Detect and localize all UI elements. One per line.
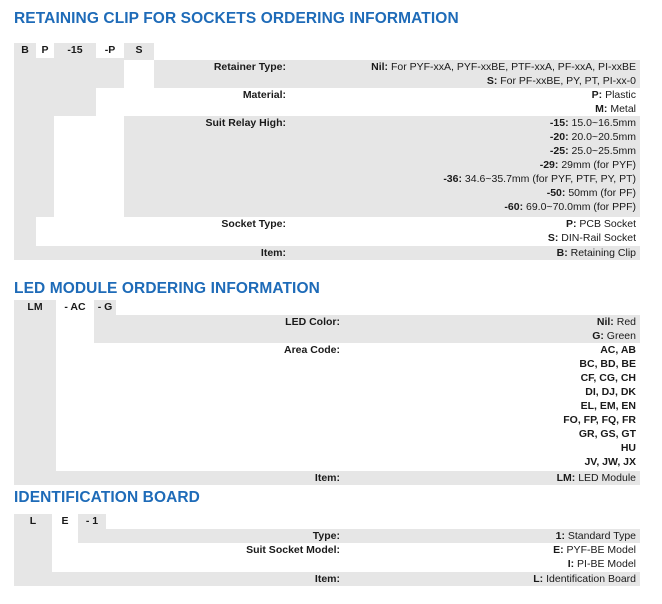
option-value: E: PYF-BE Model (553, 544, 636, 556)
identification-board-title: IDENTIFICATION BOARD (14, 489, 200, 506)
code-box: - 1 (78, 514, 106, 529)
option-value: CF, CG, CH (580, 372, 636, 384)
field-label: Socket Type: (221, 218, 286, 230)
option-value: LM: LED Module (556, 472, 636, 484)
option-value: -29: 29mm (for PYF) (539, 159, 636, 171)
field-label: Suit Socket Model: (246, 544, 340, 556)
option-value: 1: Standard Type (555, 530, 636, 542)
option-value: P: Plastic (591, 89, 636, 101)
option-value: Nil: Red (596, 316, 636, 328)
option-value: HU (620, 442, 636, 454)
code-box: E (61, 515, 69, 527)
option-value: DI, DJ, DK (585, 386, 636, 398)
option-value: -50: 50mm (for PF) (546, 187, 636, 199)
bracket-socket-type (36, 58, 54, 217)
option-value: FO, FP, FQ, FR (563, 414, 636, 426)
code-box: - G (94, 300, 116, 315)
bracket-item (14, 529, 52, 572)
option-value: GR, GS, GT (578, 428, 636, 440)
field-label: Suit Relay High: (205, 117, 286, 129)
option-value: -25: 25.0~25.5mm (549, 145, 636, 157)
option-value: JV, JW, JX (584, 456, 636, 468)
option-value: EL, EM, EN (580, 400, 636, 412)
option-value: B: Retaining Clip (556, 247, 636, 259)
option-value: S: For PF-xxBE, PY, PT, PI-xx-0 (486, 75, 636, 87)
field-label: Item: (260, 247, 286, 259)
option-value: -36: 34.6~35.7mm (for PYF, PTF, PY, PT) (443, 173, 636, 185)
retaining-clip-title: RETAINING CLIP FOR SOCKETS ORDERING INFORMATION (14, 10, 459, 27)
code-box: -P (104, 44, 116, 56)
code-box: LM (14, 300, 56, 315)
field-label: Material: (242, 89, 286, 101)
field-label: Item: (314, 573, 340, 585)
code-box: -15 (54, 43, 96, 58)
field-label: Type: (312, 530, 340, 542)
option-value: -60: 69.0~70.0mm (for PPF) (504, 201, 636, 213)
option-value: AC, AB (600, 344, 636, 356)
bracket-led-color (94, 315, 116, 343)
option-value: -15: 15.0~16.5mm (549, 117, 636, 129)
option-value: Nil: For PYF-xxA, PYF-xxBE, PTF-xxA, PF-xxA, PI-xxBE (371, 61, 636, 73)
bracket-suit-relay-high (54, 58, 96, 116)
field-label: Retainer Type: (213, 61, 286, 73)
option-value: M: Metal (595, 103, 636, 115)
option-value: -20: 20.0~20.5mm (549, 131, 636, 143)
bracket-material (96, 58, 124, 88)
code-box: B (14, 43, 36, 58)
option-value: BC, BD, BE (579, 358, 636, 370)
option-value: P: PCB Socket (565, 218, 636, 230)
option-value: L: Identification Board (533, 573, 636, 585)
code-box: L (14, 514, 52, 529)
bracket-type (78, 529, 106, 543)
bracket-item (14, 58, 36, 246)
field-label: Area Code: (283, 344, 340, 356)
code-box: S (124, 43, 154, 58)
bracket-item (14, 315, 56, 471)
option-value: S: DIN-Rail Socket (547, 232, 636, 244)
code-box: - AC (64, 301, 86, 313)
option-value: G: Green (592, 330, 636, 342)
option-value: I: PI-BE Model (567, 558, 636, 570)
field-label: Item: (314, 472, 340, 484)
led-module-title: LED MODULE ORDERING INFORMATION (14, 280, 320, 297)
code-box: P (41, 44, 49, 56)
field-label: LED Color: (285, 316, 340, 328)
